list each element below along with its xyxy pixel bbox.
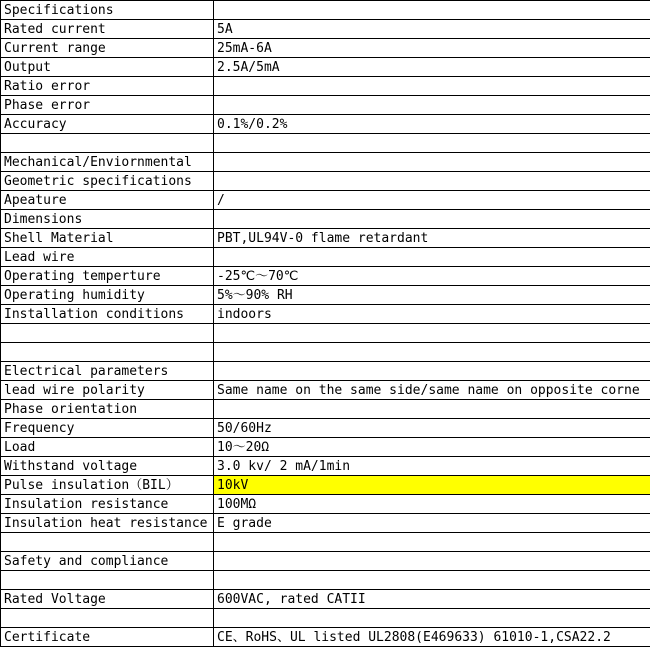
table-row bbox=[1, 210, 650, 229]
spec-label-cell: Withstand voltage bbox=[1, 457, 214, 476]
table-row bbox=[1, 533, 650, 552]
spec-label-cell: Certificate bbox=[1, 628, 214, 647]
spec-value-cell bbox=[214, 400, 650, 419]
spec-value-cell: 2.5A/5mA bbox=[214, 58, 650, 77]
spec-value-cell bbox=[214, 1, 650, 20]
table-row bbox=[1, 438, 650, 457]
spec-value-cell bbox=[214, 609, 650, 628]
table-row bbox=[1, 571, 650, 590]
spec-label-cell: Pulse insulation（BIL） bbox=[1, 476, 214, 495]
spec-label-cell bbox=[1, 343, 214, 362]
table-row bbox=[1, 590, 650, 609]
spec-value-cell bbox=[214, 248, 650, 267]
spec-value-cell: 100MΩ bbox=[214, 495, 650, 514]
table-row bbox=[1, 381, 650, 400]
spec-value-cell bbox=[214, 134, 650, 153]
table-row bbox=[1, 305, 650, 324]
spec-label-cell: Insulation resistance bbox=[1, 495, 214, 514]
spec-label-cell: Rated Voltage bbox=[1, 590, 214, 609]
spec-label-cell: Shell Material bbox=[1, 229, 214, 248]
table-row bbox=[1, 400, 650, 419]
spec-value-cell bbox=[214, 571, 650, 590]
spec-value-cell: 0.1%/0.2% bbox=[214, 115, 650, 134]
table-row bbox=[1, 191, 650, 210]
spec-value-cell bbox=[214, 153, 650, 172]
spec-label-cell bbox=[1, 324, 214, 343]
spec-label-cell: Electrical parameters bbox=[1, 362, 214, 381]
spec-label-cell: Mechanical/Enviornmental bbox=[1, 153, 214, 172]
spec-label-cell: Safety and compliance bbox=[1, 552, 214, 571]
spec-label-cell: Installation conditions bbox=[1, 305, 214, 324]
table-row bbox=[1, 419, 650, 438]
table-row bbox=[1, 552, 650, 571]
table-row bbox=[1, 20, 650, 39]
spec-value-cell bbox=[214, 552, 650, 571]
spec-value-cell: 50/60Hz bbox=[214, 419, 650, 438]
spec-label-cell: Load bbox=[1, 438, 214, 457]
spec-value-cell: -25℃～70℃ bbox=[214, 267, 650, 286]
table-row bbox=[1, 267, 650, 286]
spec-value-cell: / bbox=[214, 191, 650, 210]
table-row bbox=[1, 39, 650, 58]
table-row bbox=[1, 343, 650, 362]
spec-value-cell bbox=[214, 533, 650, 552]
spec-value-cell: 10kV bbox=[214, 476, 650, 495]
spec-value-cell: 5%～90% RH bbox=[214, 286, 650, 305]
table-row bbox=[1, 229, 650, 248]
spec-value-cell bbox=[214, 362, 650, 381]
table-row bbox=[1, 495, 650, 514]
table-row bbox=[1, 248, 650, 267]
spec-value-cell: 5A bbox=[214, 20, 650, 39]
spec-label-cell bbox=[1, 134, 214, 153]
spec-value-cell: E grade bbox=[214, 514, 650, 533]
spec-label-cell: Insulation heat resistance bbox=[1, 514, 214, 533]
spec-value-cell: PBT,UL94V-0 flame retardant bbox=[214, 229, 650, 248]
table-row bbox=[1, 362, 650, 381]
spec-label-cell: Phase orientation bbox=[1, 400, 214, 419]
table-row bbox=[1, 286, 650, 305]
spec-value-cell: 25mA-6A bbox=[214, 39, 650, 58]
table-row bbox=[1, 457, 650, 476]
table-row bbox=[1, 96, 650, 115]
spec-label-cell: Accuracy bbox=[1, 115, 214, 134]
table-row bbox=[1, 134, 650, 153]
spec-value-cell bbox=[214, 77, 650, 96]
spec-value-cell bbox=[214, 96, 650, 115]
spec-label-cell: Dimensions bbox=[1, 210, 214, 229]
spec-value-cell: indoors bbox=[214, 305, 650, 324]
spec-value-cell: Same name on the same side/same name on opposite corne bbox=[214, 381, 650, 400]
spec-label-cell: Current range bbox=[1, 39, 214, 58]
table-row bbox=[1, 172, 650, 191]
spec-value-cell: 3.0 kv/ 2 mA/1min bbox=[214, 457, 650, 476]
spec-label-cell: Operating humidity bbox=[1, 286, 214, 305]
spec-value-cell bbox=[214, 172, 650, 191]
table-row bbox=[1, 628, 650, 647]
spec-label-cell: Output bbox=[1, 58, 214, 77]
table-row bbox=[1, 153, 650, 172]
table-row bbox=[1, 115, 650, 134]
spec-value-cell bbox=[214, 210, 650, 229]
spec-label-cell bbox=[1, 609, 214, 628]
spec-label-cell: Geometric specifications bbox=[1, 172, 214, 191]
spec-value-cell: 10～20Ω bbox=[214, 438, 650, 457]
table-row bbox=[1, 514, 650, 533]
table-row bbox=[1, 77, 650, 96]
table-row bbox=[1, 476, 650, 495]
table-row bbox=[1, 58, 650, 77]
table-row bbox=[1, 609, 650, 628]
spec-value-cell bbox=[214, 324, 650, 343]
spec-value-cell: CE、RoHS、UL listed UL2808(E469633) 61010-1,CSA22.2 bbox=[214, 628, 650, 647]
spec-label-cell: Rated current bbox=[1, 20, 214, 39]
spec-label-cell: Ratio error bbox=[1, 77, 214, 96]
spec-label-cell: Lead wire bbox=[1, 248, 214, 267]
spec-label-cell: Apeature bbox=[1, 191, 214, 210]
spec-label-cell: Operating temperture bbox=[1, 267, 214, 286]
table-row bbox=[1, 1, 650, 20]
spec-label-cell bbox=[1, 571, 214, 590]
spec-value-cell: 600VAC, rated CATII bbox=[214, 590, 650, 609]
spec-label-cell: Phase error bbox=[1, 96, 214, 115]
table-row bbox=[1, 324, 650, 343]
spec-label-cell: Frequency bbox=[1, 419, 214, 438]
spec-label-cell bbox=[1, 533, 214, 552]
spec-value-cell bbox=[214, 343, 650, 362]
spec-label-cell: Specifications bbox=[1, 1, 214, 20]
spec-label-cell: lead wire polarity bbox=[1, 381, 214, 400]
